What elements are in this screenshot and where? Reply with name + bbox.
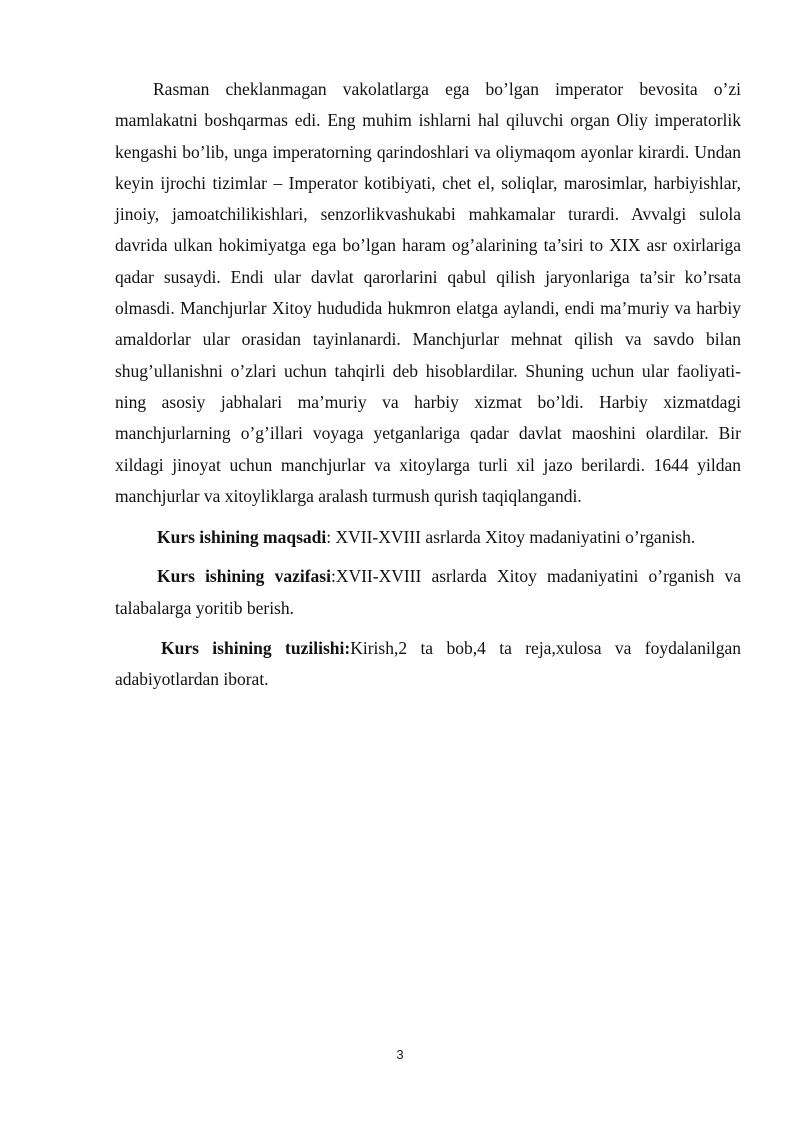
course-goal-label: Kurs ishining maqsadi (157, 527, 327, 548)
body-paragraph: Rasman cheklanmagan vakolatlarga ega bo’lgan imperator bevosita o’zi mamlakatni boshqarmas edi. Eng muhim ishlarni hal qiluvchi organ Oliy imperatorlik kengashi bo’lib, unga imperatorning qarindoshlari va oliymaqom ayonlar kirardi. Undan keyin ijrochi tizimlar – Imperator kotibiyati, chet el, soliqlar, marosimlar, harbiyishlar, jinoiy, jamoatchilikishlari, senzorlikvashukabi mahkamalar turardi. Avvalgi sulola davrida ulkan hokimiyatga ega bo’lgan haram og’alarining ta’siri to XIX asr oxirlariga qadar susaydi. Endi ular davlat qarorlarini qabul qilish jaryonlariga ta’sir ko’rsata olmasdi. Manchjurlar Xitoy hududida hukmron elatga aylandi, endi ma’muriy va harbiy amaldorlar ular orasidan tayinlanardi. Manchjurlar mehnat qilish va savdo bilan shug’ullanishni o’zlari uchun tahqirli deb hisoblardilar. Shuning uchun ular faoliyati-ning asosiy jabhalari ma’muriy va harbiy xizmat bo’ldi. Harbiy xizmatdagi manchjurlarning o’g’illari voyaga yetganlariga qadar davlat maoshini olardilar. Bir xildagi jinoyat uchun manchjurlar va xitoylarga turli xil jazo berilardi. 1644 yildan manchjurlar va xitoyliklarga aralash turmush qurish taqiqlangandi. (115, 79, 741, 506)
course-structure-paragraph (115, 633, 741, 696)
course-task-label: Kurs ishining vazifasi (157, 566, 331, 587)
course-task-text: :XVII-XVIII asrlarda Xitoy madaniyatini o’rganish va talabalarga yoritib berish. (115, 566, 741, 618)
page-number: 3 (396, 1047, 404, 1062)
course-goal-paragraph (115, 522, 741, 553)
course-goal-text: : XVII-XVIII asrlarda Xitoy madaniyatini o’rganish. (326, 527, 696, 548)
page-content (115, 74, 741, 696)
course-structure-label: Kurs ishining tuzilishi: (161, 638, 351, 659)
course-task-paragraph (115, 561, 741, 624)
course-structure-text: Kirish,2 ta bob,4 ta reja,xulosa va foydalanilgan adabiyotlardan iborat. (115, 638, 742, 690)
